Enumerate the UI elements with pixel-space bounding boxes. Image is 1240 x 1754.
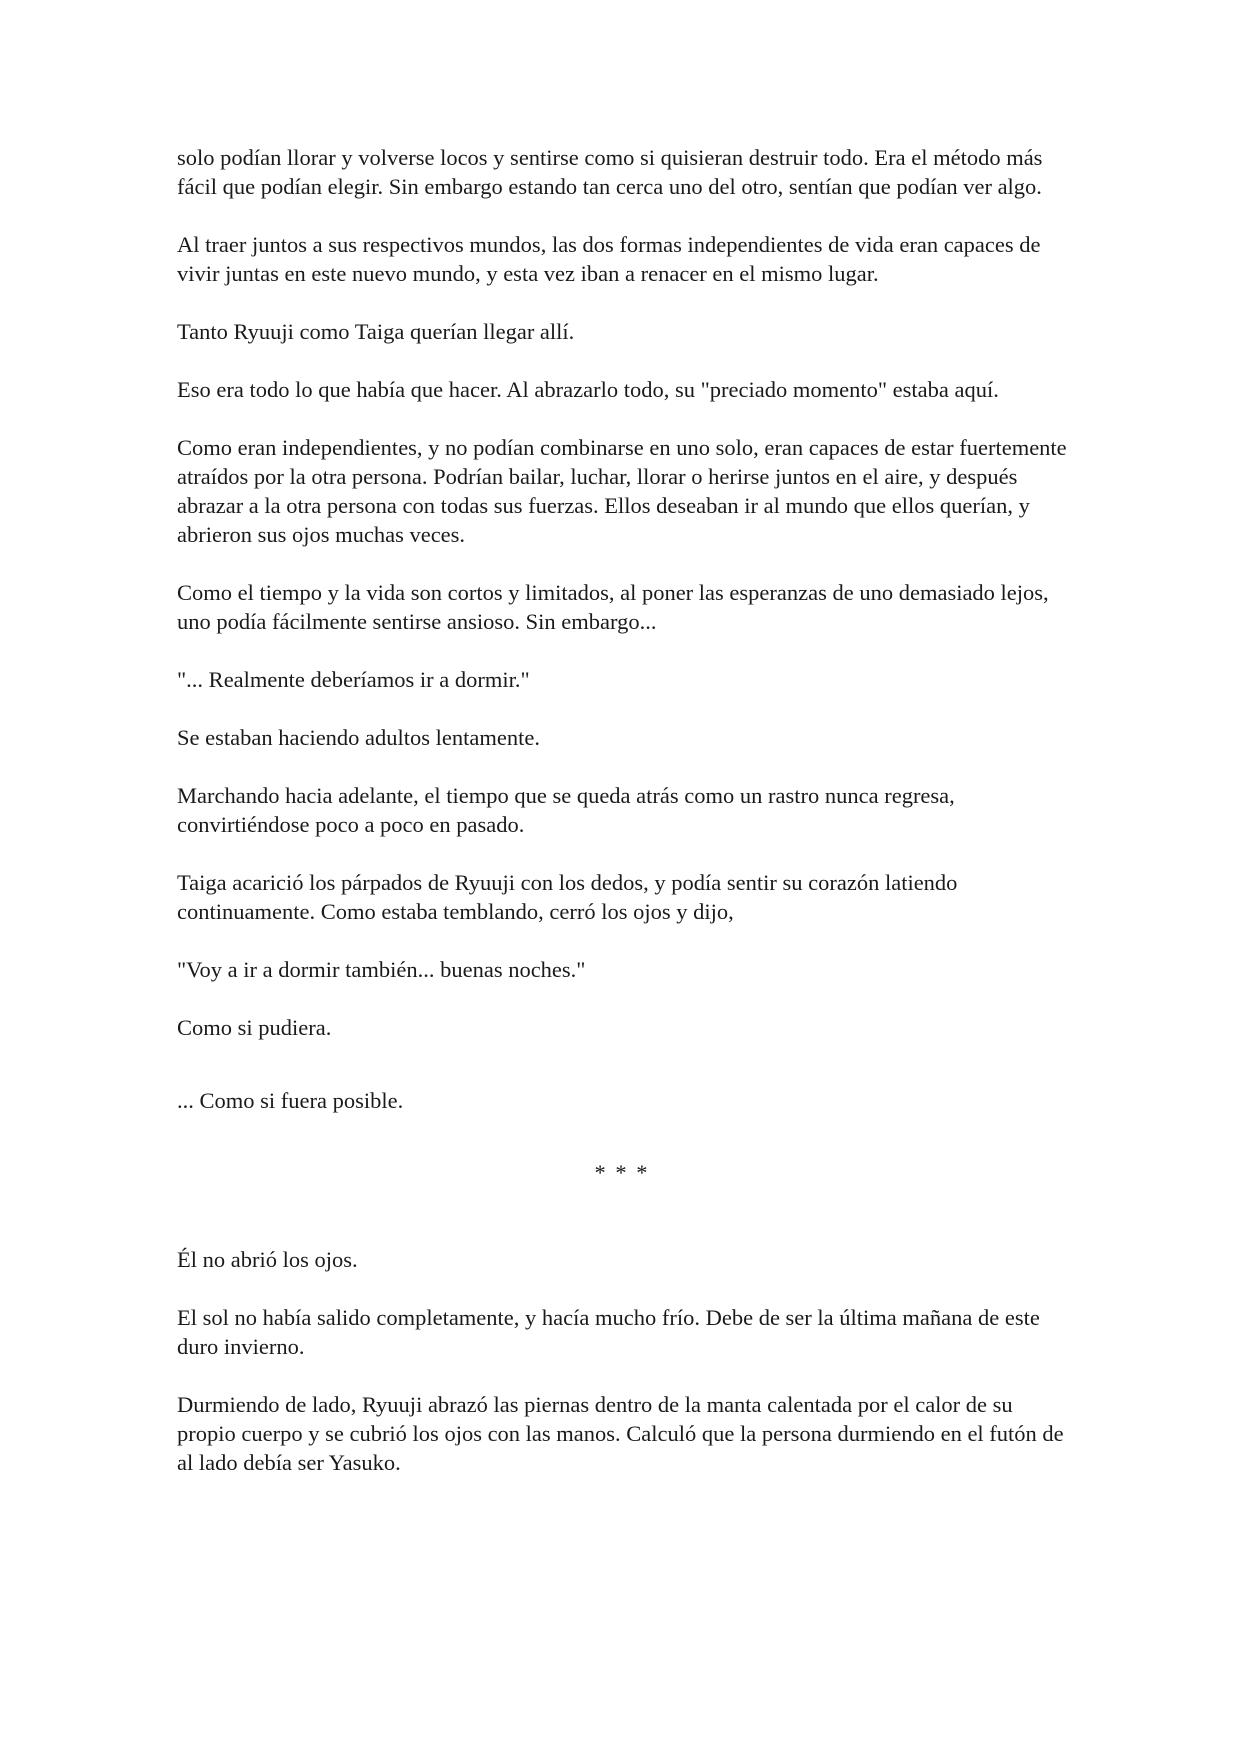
paragraph: Tanto Ryuuji como Taiga querían llegar allí.	[177, 319, 575, 344]
paragraph: solo podían llorar y volverse locos y sentirse como si quisieran destruir todo. Era el método más fácil que podían elegir. Sin embargo estando tan cerca uno del otro, sentían que podían ver algo.	[177, 145, 1043, 199]
section-separator: * * *	[594, 1160, 650, 1185]
paragraph: Como si pudiera.	[177, 1015, 332, 1040]
paragraph: Eso era todo lo que había que hacer. Al abrazarlo todo, su "preciado momento" estaba aquí.	[177, 377, 999, 402]
dialogue-line: "... Realmente deberíamos ir a dormir."	[177, 667, 530, 692]
paragraph: El sol no había salido completamente, y hacía mucho frío. Debe de ser la última mañana de este duro invierno.	[177, 1305, 1040, 1359]
paragraph: Durmiendo de lado, Ryuuji abrazó las piernas dentro de la manta calentada por el calor de su propio cuerpo y se cubrió los ojos con las manos. Calculó que la persona durmiendo en el futón de al lado debía ser Yasuko.	[177, 1392, 1064, 1475]
paragraph: Como el tiempo y la vida son cortos y limitados, al poner las esperanzas de uno demasiado lejos, uno podía fácilmente sentirse ansioso. Sin embargo...	[177, 580, 1049, 634]
paragraph: Taiga acarició los párpados de Ryuuji con los dedos, y podía sentir su corazón latiendo continuamente. Como estaba temblando, cerró los ojos y dijo,	[177, 870, 958, 924]
paragraph: Al traer juntos a sus respectivos mundos, las dos formas independientes de vida eran capaces de vivir juntas en este nuevo mundo, y esta vez iban a renacer en el mismo lugar.	[177, 232, 1041, 286]
dialogue-line: "Voy a ir a dormir también... buenas noches."	[177, 957, 586, 982]
document-body	[177, 143, 1067, 1506]
paragraph: Se estaban haciendo adultos lentamente.	[177, 725, 540, 750]
paragraph: Él no abrió los ojos.	[177, 1247, 358, 1272]
paragraph: Marchando hacia adelante, el tiempo que se queda atrás como un rastro nunca regresa, convirtiéndose poco a poco en pasado.	[177, 783, 955, 837]
paragraph: Como eran independientes, y no podían combinarse en uno solo, eran capaces de estar fuertemente atraídos por la otra persona. Podrían bailar, luchar, llorar o herirse juntos en el aire, y después abrazar a la otra persona con todas sus fuerzas. Ellos deseaban ir al mundo que ellos querían, y abrieron sus ojos muchas veces.	[177, 435, 1067, 547]
paragraph: ... Como si fuera posible.	[177, 1088, 404, 1113]
